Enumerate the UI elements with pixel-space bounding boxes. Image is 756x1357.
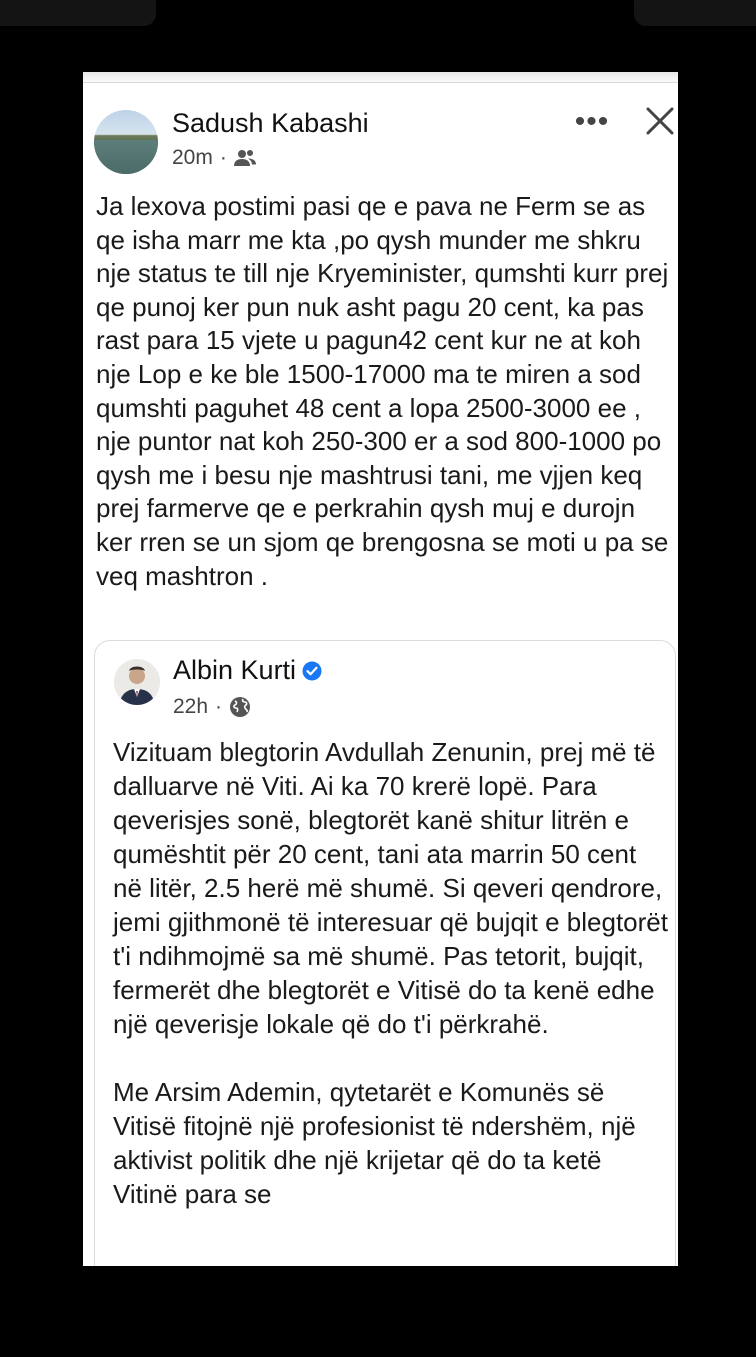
status-bar-left xyxy=(0,0,156,26)
close-icon[interactable] xyxy=(645,106,675,136)
shared-meta-separator: · xyxy=(215,695,223,718)
post-meta xyxy=(172,146,256,170)
post-body-text: Ja lexova postimi pasi qe e pava ne Ferm se as qe isha marr me kta ,po qysh munder me shkru nje status te till nje Kryeminister, qumshti kurr prej qe punoj ker pun nuk asht pagu 20 cent, ka pas rast para 15 vjete u pagun42 cent kur ne at koh nje Lop e ke ble 1500-17000 ma te miren a sod qumshti paguhet 48 cent a lopa 2500-3000 ee , nje puntor nat koh 250-300 er a sod 800-1000 po qysh me i besu nje mashtrusi tani, me vjjen keq prej farmerve qe e perkrahin qysh muj e durojn ker rren se un sjom qe brengosna se moti u pa se veq mashtron . xyxy=(96,191,669,591)
friends-icon xyxy=(234,149,256,167)
shared-author-avatar[interactable] xyxy=(114,659,160,705)
shared-author-name[interactable]: Albin Kurti xyxy=(173,655,297,685)
more-icon[interactable]: ••• xyxy=(574,105,610,138)
shared-author-name-row xyxy=(173,655,322,686)
post-time[interactable]: 20m xyxy=(172,146,213,169)
author-avatar[interactable] xyxy=(94,110,158,174)
shared-paragraph-2: Me Arsim Ademin, qytetarët e Komunës së Vitisë fitojnë një profesionist të ndershëm, një aktivist politik dhe një krijetar që do ta ketë Vitinë para se xyxy=(113,1077,636,1209)
status-bar-right xyxy=(634,0,756,26)
meta-separator: · xyxy=(219,146,227,169)
author-name[interactable]: Sadush Kabashi xyxy=(172,108,369,138)
shared-post-meta xyxy=(173,695,251,719)
person-photo-icon xyxy=(114,659,160,705)
shared-post-time[interactable]: 22h xyxy=(173,695,209,718)
shared-post-body xyxy=(113,735,669,1211)
post-card xyxy=(83,72,678,1266)
verified-badge-icon xyxy=(302,661,322,681)
avatar-image xyxy=(94,140,158,174)
shared-post[interactable] xyxy=(94,640,676,1266)
shared-paragraph-1: Vizituam blegtorin Avdullah Zenunin, prej më të dalluarve në Viti. Ai ka 70 krerë lopë. Para qeverisjes sonë, blegtorët kanë shitur litrën e qumështit për 20 cent, tani ata marrin 50 cent në litër, 2.5 herë më shumë. Si qeveri qendrore, jemi gjithmonë të interesuar që bujqit e blegtorët t'i ndihmojmë sa më shumë. Pas tetorit, bujqit, fermerët dhe blegtorët e Vitisë do ta kenë edhe një qeverisje lokale që do t'i përkrahë. xyxy=(113,737,668,1039)
card-top-edge xyxy=(83,72,678,83)
globe-icon xyxy=(229,696,251,718)
